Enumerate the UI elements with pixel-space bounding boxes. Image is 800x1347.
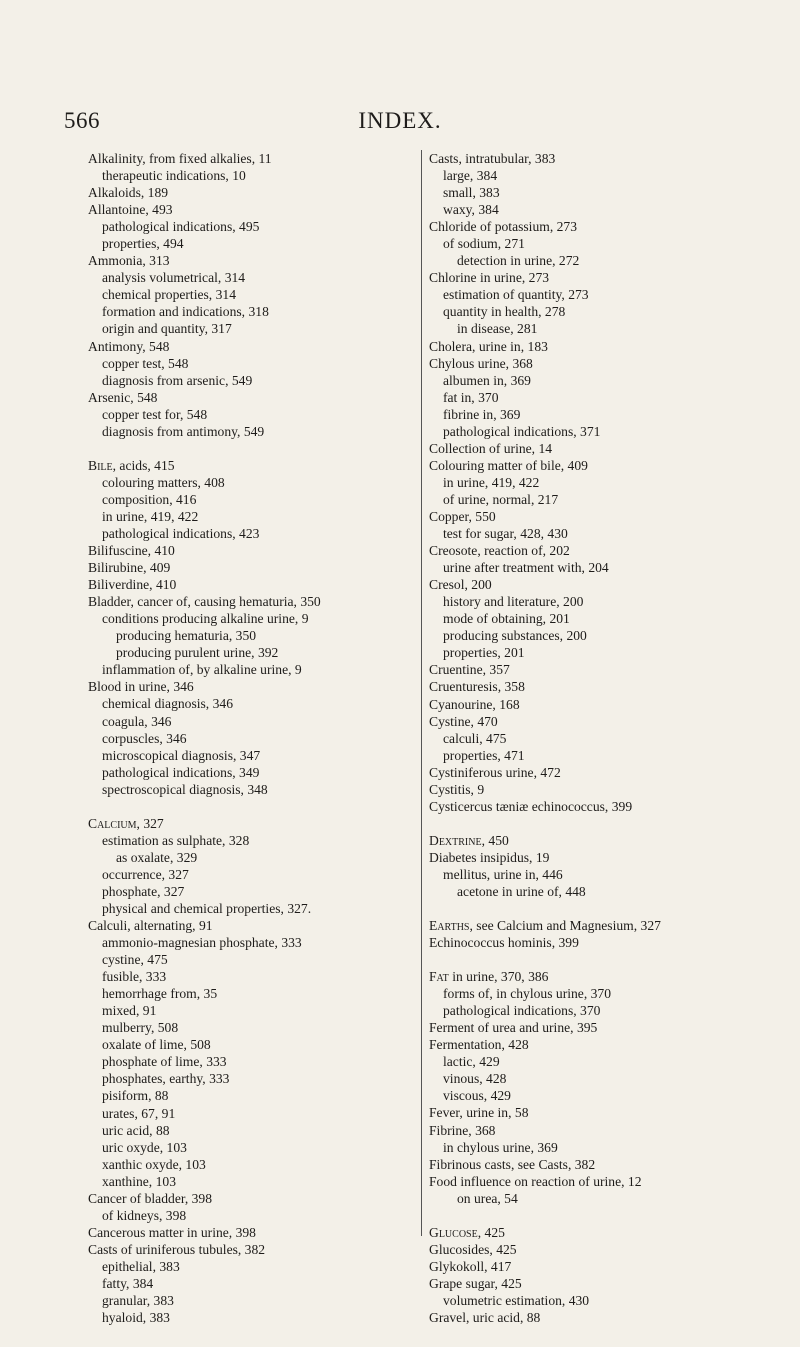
index-subentry: fusible, 333: [102, 969, 167, 985]
index-subentry: colouring matters, 408: [102, 474, 225, 490]
section-gap: [429, 1207, 769, 1224]
section-headword: Earths: [429, 918, 470, 934]
index-entry: Fibrine, 368: [429, 1122, 496, 1138]
section-headword: Fat: [429, 969, 449, 985]
index-entry: Fat in urine, 370, 386: [429, 969, 549, 985]
index-entry: Chloride of potassium, 273: [429, 219, 578, 235]
index-subentry: uric oxyde, 103: [102, 1139, 187, 1155]
index-subentry: microscopical diagnosis, 347: [102, 747, 261, 763]
index-subentry: viscous, 429: [443, 1088, 511, 1104]
index-entry: Fibrinous casts, see Casts, 382: [429, 1156, 596, 1172]
index-entry: Antimony, 548: [88, 338, 170, 354]
index-subentry: acetone in urine of, 448: [457, 883, 586, 899]
index-entry: Ferment of urea and urine, 395: [429, 1020, 598, 1036]
index-subentry: pathological indications, 349: [102, 764, 260, 780]
index-subentry: in disease, 281: [457, 321, 538, 337]
index-entry: Copper, 550: [429, 508, 496, 524]
index-subentry: calculi, 475: [443, 730, 507, 746]
index-subentry: phosphates, earthy, 333: [102, 1071, 230, 1087]
index-entry: Cyanourine, 168: [429, 696, 520, 712]
index-entry: Bladder, cancer of, causing hematuria, 350: [88, 594, 321, 610]
index-subentry: fatty, 384: [102, 1276, 154, 1291]
index-subentry: phosphate of lime, 333: [102, 1054, 227, 1070]
index-entry: Glucose, 425: [429, 1224, 505, 1240]
index-entry: Glykokoll, 417: [429, 1258, 512, 1274]
index-entry: Chylous urine, 368: [429, 355, 533, 371]
index-entry: Glucosides, 425: [429, 1241, 517, 1257]
section-headword: Bile: [88, 457, 113, 473]
index-subentry: volumetric estimation, 430: [443, 1292, 590, 1308]
index-subentry: fibrine in, 369: [443, 406, 521, 422]
index-entry: Fermentation, 428: [429, 1037, 529, 1053]
index-subentry: producing purulent urine, 392: [116, 645, 279, 661]
section-gap: [88, 798, 418, 815]
index-subentry: corpuscles, 346: [102, 730, 187, 746]
index-subentry: composition, 416: [102, 491, 197, 507]
index-entry: Cresol, 200: [429, 577, 492, 593]
index-entry: Biliverdine, 410: [88, 577, 177, 593]
index-entry: Cystiniferous urine, 472: [429, 764, 561, 780]
index-entry: Ammonia, 313: [88, 253, 170, 269]
index-entry: Calcium, 327: [88, 815, 164, 831]
index-subentry: of sodium, 271: [443, 236, 525, 252]
section-gap: [429, 815, 769, 832]
index-subentry: inflammation of, by alkaline urine, 9: [102, 662, 302, 678]
index-subentry: waxy, 384: [443, 202, 499, 218]
index-entry: Fever, urine in, 58: [429, 1105, 529, 1121]
index-subentry: in chylous urine, 369: [443, 1139, 558, 1155]
index-subentry: small, 383: [443, 185, 500, 201]
index-subentry: producing substances, 200: [443, 628, 587, 644]
index-subentry: mode of obtaining, 201: [443, 611, 570, 627]
index-column-left: [88, 150, 418, 1326]
column-divider: [421, 150, 422, 1236]
index-subentry: of urine, normal, 217: [443, 491, 559, 507]
index-entry: Blood in urine, 346: [88, 679, 194, 695]
index-subentry: in urine, 419, 422: [102, 508, 199, 524]
index-entry: Bile, acids, 415: [88, 457, 175, 473]
index-subentry: mulberry, 508: [102, 1020, 179, 1036]
index-entry: Chlorine in urine, 273: [429, 270, 550, 286]
index-subentry: hemorrhage from, 35: [102, 986, 218, 1002]
index-subentry: lactic, 429: [443, 1054, 500, 1070]
index-entry: Cystitis, 9: [429, 781, 485, 797]
section-gap: [88, 440, 418, 457]
index-subentry: ammonio-magnesian phosphate, 333: [102, 935, 302, 951]
index-subentry: hyaloid, 383: [102, 1310, 170, 1326]
index-subentry: xanthic oxyde, 103: [102, 1156, 206, 1172]
index-subentry: chemical properties, 314: [102, 287, 236, 303]
index-entry: Calculi, alternating, 91: [88, 918, 213, 934]
index-subentry: detection in urine, 272: [457, 253, 580, 269]
index-subentry: vinous, 428: [443, 1071, 507, 1087]
page-number: 566: [64, 108, 100, 133]
index-subentry: forms of, in chylous urine, 370: [443, 986, 612, 1002]
index-subentry: quantity in health, 278: [443, 304, 566, 320]
index-subentry: estimation as sulphate, 328: [102, 832, 250, 848]
index-subentry: history and literature, 200: [443, 594, 584, 610]
index-subentry: therapeutic indications, 10: [102, 168, 246, 184]
index-subentry: fat in, 370: [443, 389, 499, 405]
index-subentry: physical and chemical properties, 327.: [102, 900, 312, 916]
index-entry: Cruenturesis, 358: [429, 679, 525, 695]
index-entry: Bilifuscine, 410: [88, 543, 175, 559]
index-subentry: cystine, 475: [102, 952, 168, 968]
page-header: [0, 108, 800, 138]
index-subentry: origin and quantity, 317: [102, 321, 232, 337]
section-headword: Calcium: [88, 815, 137, 831]
index-subentry: urates, 67, 91: [102, 1105, 176, 1121]
index-entry: Grape sugar, 425: [429, 1275, 522, 1291]
index-subentry: pathological indications, 370: [443, 1003, 601, 1019]
index-subentry: phosphate, 327: [102, 883, 185, 899]
index-subentry: pisiform, 88: [102, 1088, 169, 1104]
index-subentry: producing hematuria, 350: [116, 628, 257, 644]
index-subentry: mellitus, urine in, 446: [443, 866, 563, 882]
index-entry: Cruentine, 357: [429, 662, 510, 678]
index-entry: Alkaloids, 189: [88, 185, 169, 201]
index-entry: Alkalinity, from fixed alkalies, 11: [88, 151, 272, 166]
index-subentry: chemical diagnosis, 346: [102, 696, 233, 712]
index-entry: Gravel, uric acid, 88: [429, 1310, 541, 1325]
index-subentry: pathological indications, 495: [102, 219, 260, 235]
index-entry: Creosote, reaction of, 202: [429, 543, 570, 559]
index-entry: Colouring matter of bile, 409: [429, 457, 588, 473]
index-subentry: uric acid, 88: [102, 1122, 170, 1138]
index-subentry: granular, 383: [102, 1293, 174, 1309]
index-entry: Casts of uriniferous tubules, 382: [88, 1241, 266, 1257]
index-subentry: diagnosis from antimony, 549: [102, 423, 265, 439]
index-subentry: occurrence, 327: [102, 866, 189, 882]
index-subentry: urine after treatment with, 204: [443, 560, 609, 576]
index-entry: Allantoine, 493: [88, 202, 173, 218]
index-subentry: properties, 201: [443, 645, 525, 661]
index-subentry: diagnosis from arsenic, 549: [102, 372, 253, 388]
index-subentry: large, 384: [443, 168, 498, 184]
index-subentry: formation and indications, 318: [102, 304, 269, 320]
index-entry: Bilirubine, 409: [88, 560, 171, 576]
index-entry: Cholera, urine in, 183: [429, 338, 548, 354]
index-subentry: albumen in, 369: [443, 372, 531, 388]
index-subentry: test for sugar, 428, 430: [443, 526, 568, 542]
index-subentry: epithelial, 383: [102, 1258, 180, 1274]
index-subentry: pathological indications, 371: [443, 423, 601, 439]
index-entry: Cystine, 470: [429, 713, 498, 729]
index-subentry: in urine, 419, 422: [443, 474, 540, 490]
index-subentry: properties, 494: [102, 236, 184, 252]
index-subentry: properties, 471: [443, 747, 525, 763]
index-subentry: conditions producing alkaline urine, 9: [102, 611, 309, 627]
index-subentry: copper test, 548: [102, 355, 189, 371]
index-subentry: pathological indications, 423: [102, 525, 260, 541]
index-entry: Cancer of bladder, 398: [88, 1190, 213, 1206]
index-entry: Dextrine, 450: [429, 832, 509, 848]
index-subentry: of kidneys, 398: [102, 1207, 187, 1223]
index-entry: Diabetes insipidus, 19: [429, 849, 550, 865]
index-subentry: as oxalate, 329: [116, 849, 198, 865]
index-entry: Cysticercus tæniæ echinococcus, 399: [429, 798, 633, 814]
section-gap: [429, 951, 769, 968]
index-subentry: copper test for, 548: [102, 406, 208, 422]
index-entry: Casts, intratubular, 383: [429, 151, 556, 166]
index-subentry: coagula, 346: [102, 713, 172, 729]
index-entry: Earths, see Calcium and Magnesium, 327: [429, 918, 661, 934]
index-subentry: xanthine, 103: [102, 1173, 176, 1189]
index-subentry: spectroscopical diagnosis, 348: [102, 781, 268, 797]
index-entry: Food influence on reaction of urine, 12: [429, 1173, 642, 1189]
index-entry: Echinococcus hominis, 399: [429, 935, 579, 951]
index-entry: Cancerous matter in urine, 398: [88, 1224, 256, 1240]
index-entry: Arsenic, 548: [88, 389, 158, 405]
index-subentry: on urea, 54: [457, 1190, 518, 1206]
section-headword: Glucose: [429, 1224, 478, 1240]
index-subentry: mixed, 91: [102, 1003, 157, 1019]
index-entry: Collection of urine, 14: [429, 440, 553, 456]
index-subentry: oxalate of lime, 508: [102, 1037, 211, 1053]
section-gap: [429, 900, 769, 917]
index-column-right: [429, 150, 769, 1326]
running-title: INDEX.: [358, 108, 442, 133]
section-headword: Dextrine: [429, 832, 482, 848]
index-subentry: analysis volumetrical, 314: [102, 270, 246, 286]
index-subentry: estimation of quantity, 273: [443, 287, 589, 303]
